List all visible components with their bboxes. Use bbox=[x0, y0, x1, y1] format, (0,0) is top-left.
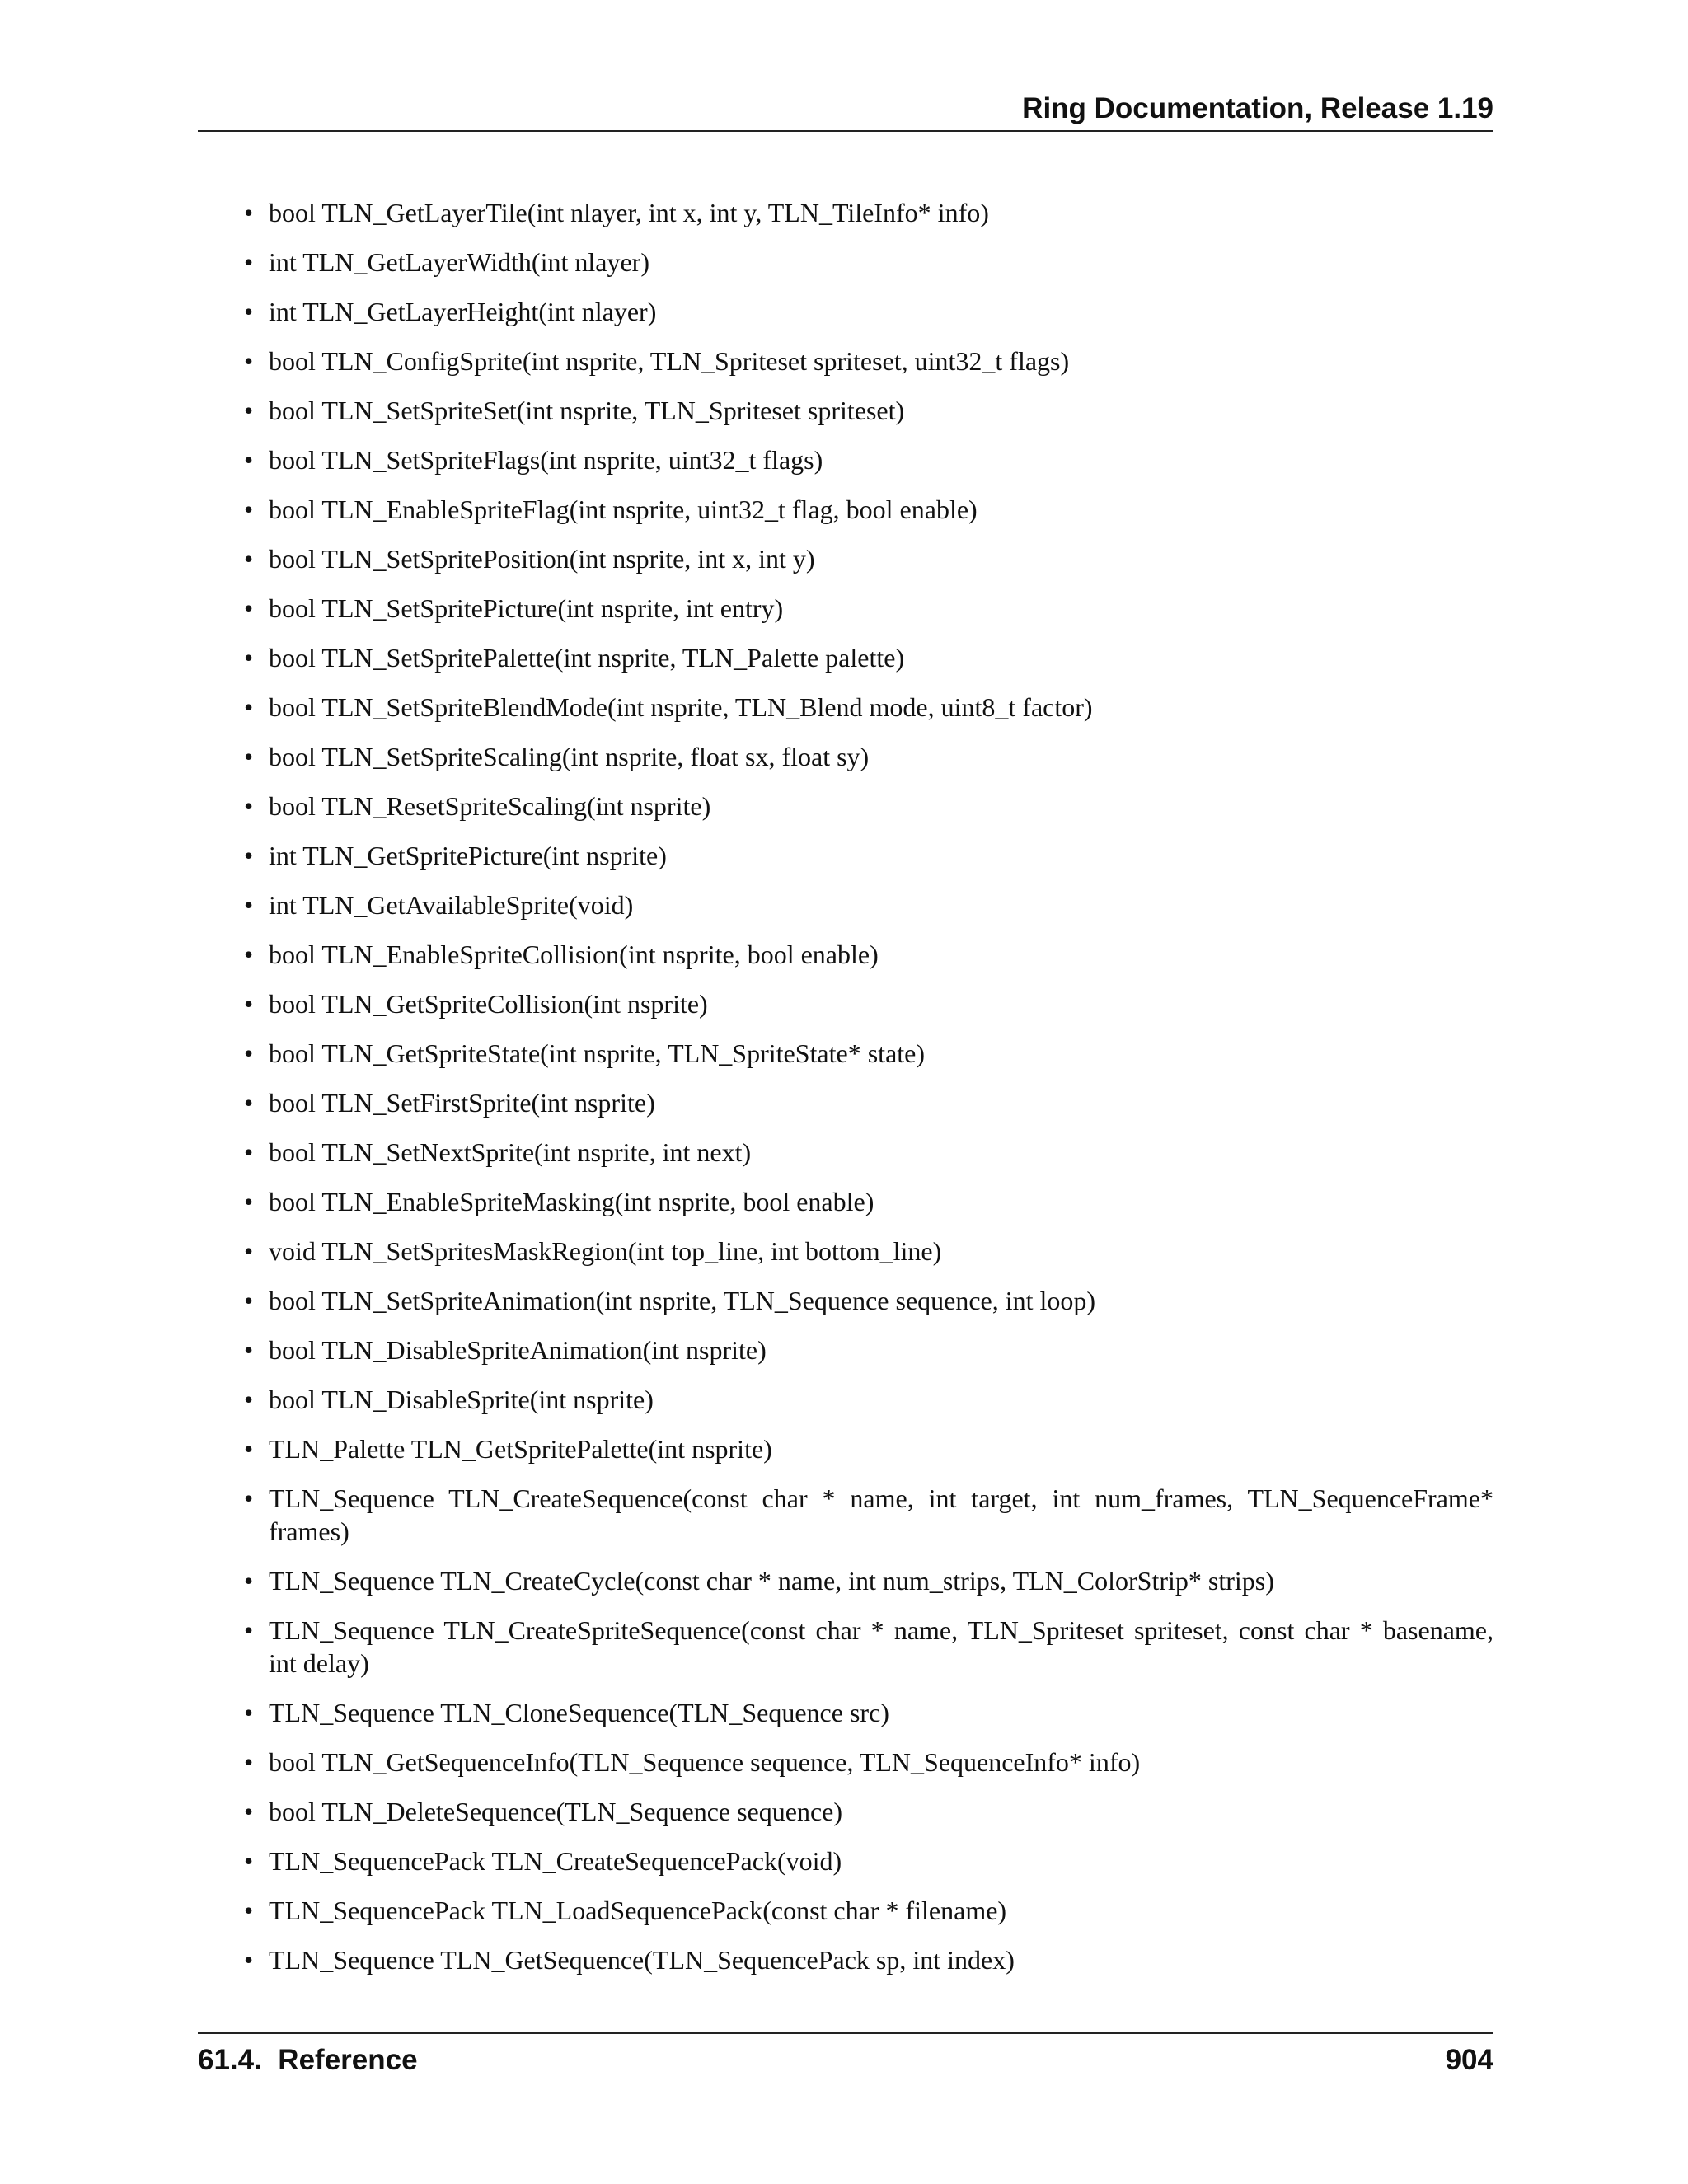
bullet-icon: • bbox=[244, 1286, 254, 1315]
bullet-icon: • bbox=[244, 445, 254, 475]
list-item bbox=[244, 888, 1493, 921]
list-item bbox=[244, 1614, 1493, 1680]
function-signature: TLN_Sequence TLN_CreateSequence(const char * name, int target, int num_frames, TLN_SequenceFrame* frames) bbox=[269, 1483, 1493, 1546]
list-item bbox=[244, 1037, 1493, 1070]
header-divider bbox=[198, 130, 1493, 132]
list-item bbox=[244, 1383, 1493, 1416]
list-item bbox=[244, 790, 1493, 823]
bullet-icon: • bbox=[244, 593, 254, 623]
list-item bbox=[244, 542, 1493, 575]
function-signature: bool TLN_SetSpriteSet(int nsprite, TLN_Spriteset spriteset) bbox=[269, 396, 905, 425]
list-item bbox=[244, 1894, 1493, 1927]
list-item bbox=[244, 1235, 1493, 1268]
function-signature: bool TLN_EnableSpriteMasking(int nsprite, bool enable) bbox=[269, 1187, 874, 1216]
bullet-icon: • bbox=[244, 494, 254, 524]
list-item bbox=[244, 344, 1493, 377]
function-signature: bool TLN_SetSpritePicture(int nsprite, int entry) bbox=[269, 593, 784, 623]
bullet-icon: • bbox=[244, 1747, 254, 1777]
bullet-icon: • bbox=[244, 1434, 254, 1464]
bullet-icon: • bbox=[244, 346, 254, 376]
function-signature: TLN_Sequence TLN_CloneSequence(TLN_Sequence src) bbox=[269, 1698, 889, 1727]
function-signature: bool TLN_SetSpriteFlags(int nsprite, uint32_t flags) bbox=[269, 445, 823, 475]
list-item bbox=[244, 1482, 1493, 1548]
function-signature: int TLN_GetLayerHeight(int nlayer) bbox=[269, 297, 657, 326]
function-signature: bool TLN_GetSpriteCollision(int nsprite) bbox=[269, 989, 708, 1019]
bullet-icon: • bbox=[244, 1088, 254, 1118]
bullet-icon: • bbox=[244, 692, 254, 722]
bullet-icon: • bbox=[244, 247, 254, 277]
function-signature: bool TLN_EnableSpriteCollision(int nsprite, bool enable) bbox=[269, 940, 879, 969]
function-signature: bool TLN_DisableSpriteAnimation(int nsprite) bbox=[269, 1335, 767, 1365]
function-signature: bool TLN_EnableSpriteFlag(int nsprite, uint32_t flag, bool enable) bbox=[269, 494, 978, 524]
bullet-icon: • bbox=[244, 1846, 254, 1876]
function-signature: TLN_Sequence TLN_CreateCycle(const char * name, int num_strips, TLN_ColorStrip* strips) bbox=[269, 1566, 1274, 1596]
list-item bbox=[244, 1284, 1493, 1317]
function-signature: bool TLN_SetSpriteAnimation(int nsprite, TLN_Sequence sequence, int loop) bbox=[269, 1286, 1096, 1315]
bullet-icon: • bbox=[244, 1335, 254, 1365]
function-signature: TLN_SequencePack TLN_CreateSequencePack(void) bbox=[269, 1846, 842, 1876]
function-signature: bool TLN_SetSpritePosition(int nsprite, int x, int y) bbox=[269, 544, 815, 574]
function-signature: void TLN_SetSpritesMaskRegion(int top_line, int bottom_line) bbox=[269, 1236, 942, 1266]
list-item bbox=[244, 394, 1493, 427]
function-signature: int TLN_GetAvailableSprite(void) bbox=[269, 890, 634, 920]
bullet-icon: • bbox=[244, 297, 254, 326]
bullet-icon: • bbox=[244, 1187, 254, 1216]
list-item bbox=[244, 641, 1493, 674]
bullet-icon: • bbox=[244, 890, 254, 920]
function-list bbox=[244, 196, 1493, 1993]
list-item bbox=[244, 493, 1493, 526]
footer-divider bbox=[198, 2032, 1493, 2034]
bullet-icon: • bbox=[244, 1945, 254, 1975]
list-item bbox=[244, 1333, 1493, 1366]
list-item bbox=[244, 443, 1493, 476]
bullet-icon: • bbox=[244, 1137, 254, 1167]
bullet-icon: • bbox=[244, 742, 254, 771]
function-signature: bool TLN_ResetSpriteScaling(int nsprite) bbox=[269, 791, 711, 821]
list-item bbox=[244, 592, 1493, 625]
bullet-icon: • bbox=[244, 841, 254, 870]
function-signature: bool TLN_GetLayerTile(int nlayer, int x, int y, TLN_TileInfo* info) bbox=[269, 198, 989, 227]
list-item bbox=[244, 938, 1493, 971]
bullet-icon: • bbox=[244, 1385, 254, 1414]
bullet-icon: • bbox=[244, 1566, 254, 1596]
list-item bbox=[244, 196, 1493, 229]
list-item bbox=[244, 1943, 1493, 1976]
footer-page-number: 904 bbox=[1445, 2044, 1493, 2076]
function-signature: bool TLN_ConfigSprite(int nsprite, TLN_Spriteset spriteset, uint32_t flags) bbox=[269, 346, 1070, 376]
page-header-title: Ring Documentation, Release 1.19 bbox=[1022, 92, 1493, 124]
list-item bbox=[244, 295, 1493, 328]
bullet-icon: • bbox=[244, 791, 254, 821]
list-item bbox=[244, 246, 1493, 279]
bullet-icon: • bbox=[244, 396, 254, 425]
bullet-icon: • bbox=[244, 1038, 254, 1068]
function-signature: bool TLN_SetSpriteBlendMode(int nsprite, TLN_Blend mode, uint8_t factor) bbox=[269, 692, 1093, 722]
function-signature: TLN_Sequence TLN_CreateSpriteSequence(const char * name, TLN_Spriteset spriteset, const char * basename, int delay) bbox=[269, 1615, 1493, 1678]
function-signature: int TLN_GetSpritePicture(int nsprite) bbox=[269, 841, 667, 870]
list-item bbox=[244, 1844, 1493, 1877]
list-item bbox=[244, 1086, 1493, 1119]
function-signature: bool TLN_SetSpriteScaling(int nsprite, float sx, float sy) bbox=[269, 742, 870, 771]
function-signature: bool TLN_SetNextSprite(int nsprite, int next) bbox=[269, 1137, 752, 1167]
list-item bbox=[244, 1795, 1493, 1828]
bullet-icon: • bbox=[244, 1797, 254, 1826]
function-signature: bool TLN_SetFirstSprite(int nsprite) bbox=[269, 1088, 655, 1118]
bullet-icon: • bbox=[244, 989, 254, 1019]
list-item bbox=[244, 740, 1493, 773]
function-signature: bool TLN_GetSequenceInfo(TLN_Sequence sequence, TLN_SequenceInfo* info) bbox=[269, 1747, 1141, 1777]
bullet-icon: • bbox=[244, 1615, 254, 1645]
function-signature: TLN_Palette TLN_GetSpritePalette(int nsprite) bbox=[269, 1434, 772, 1464]
bullet-icon: • bbox=[244, 940, 254, 969]
list-item bbox=[244, 1564, 1493, 1597]
list-item bbox=[244, 691, 1493, 724]
function-signature: int TLN_GetLayerWidth(int nlayer) bbox=[269, 247, 649, 277]
function-signature: TLN_Sequence TLN_GetSequence(TLN_SequencePack sp, int index) bbox=[269, 1945, 1015, 1975]
list-item bbox=[244, 1746, 1493, 1779]
function-signature: bool TLN_DeleteSequence(TLN_Sequence sequence) bbox=[269, 1797, 843, 1826]
list-item bbox=[244, 987, 1493, 1020]
function-signature: bool TLN_SetSpritePalette(int nsprite, TLN_Palette palette) bbox=[269, 643, 905, 673]
function-signature: bool TLN_DisableSprite(int nsprite) bbox=[269, 1385, 654, 1414]
bullet-icon: • bbox=[244, 544, 254, 574]
list-item bbox=[244, 1432, 1493, 1465]
bullet-icon: • bbox=[244, 643, 254, 673]
function-signature: TLN_SequencePack TLN_LoadSequencePack(const char * filename) bbox=[269, 1896, 1007, 1925]
bullet-icon: • bbox=[244, 1698, 254, 1727]
bullet-icon: • bbox=[244, 1896, 254, 1925]
list-item bbox=[244, 839, 1493, 872]
function-signature: bool TLN_GetSpriteState(int nsprite, TLN_SpriteState* state) bbox=[269, 1038, 926, 1068]
bullet-icon: • bbox=[244, 1236, 254, 1266]
bullet-icon: • bbox=[244, 198, 254, 227]
list-item bbox=[244, 1136, 1493, 1169]
list-item bbox=[244, 1696, 1493, 1729]
bullet-icon: • bbox=[244, 1483, 254, 1513]
list-item bbox=[244, 1185, 1493, 1218]
footer-section-title: 61.4. Reference bbox=[198, 2044, 418, 2076]
